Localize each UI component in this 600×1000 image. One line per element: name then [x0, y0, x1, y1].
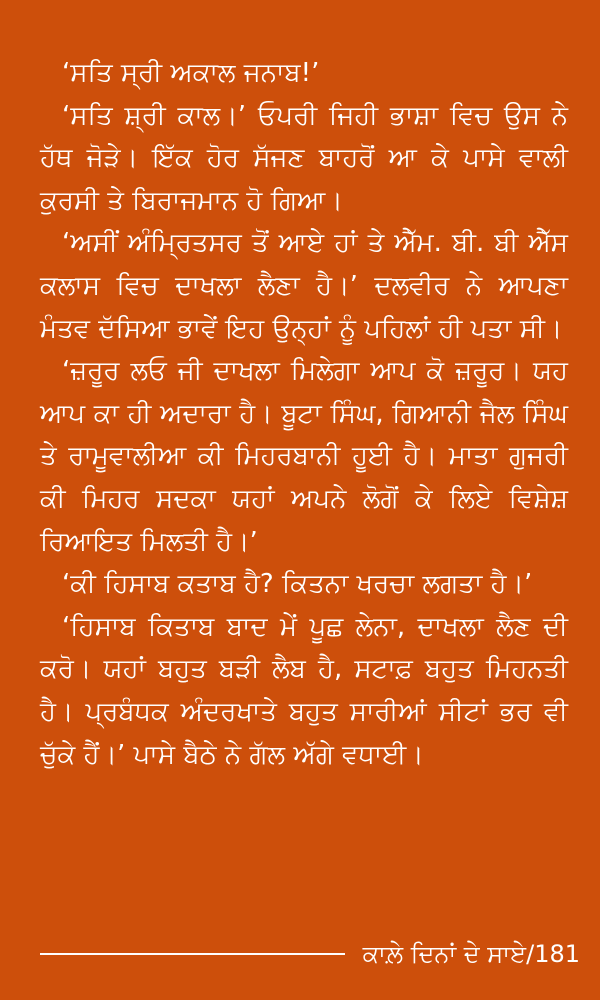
page-footer: [40, 936, 580, 972]
footer-running-title: [363, 940, 580, 968]
footer-rule: [40, 953, 345, 955]
paragraph-reply: ‘ਸਤਿ ਸ਼੍ਰੀ ਕਾਲ।’ ਓਪਰੀ ਜਿਹੀ ਭਾਸ਼ਾ ਵਿਚ ਉਸ ਨੇ ਹੱਥ ਜੋੜੇ। ਇੱਕ ਹੋਰ ਸੱਜਣ ਬਾਹਰੋਂ ਆ ਕੇ ਪਾਸੇ ਵਾਲੀ ਕੁਰਸੀ ਤੇ ਬਿਰਾਜਮਾਨ ਹੋ ਗਿਆ।: [40, 100, 568, 216]
paragraph-fee-question: ‘ਕੀ ਹਿਸਾਬ ਕਤਾਬ ਹੈ? ਕਿਤਨਾ ਖਰਚਾ ਲਗਤਾ ਹੈ।’: [62, 569, 533, 600]
footer-separator: /: [526, 940, 535, 968]
paragraph-assurance: ‘ਜ਼ਰੂਰ ਲਓ ਜੀ ਦਾਖਲਾ ਮਿਲੇਗਾ ਆਪ ਕੋ ਜ਼ਰੂਰ। ਯਹ ਆਪ ਕਾ ਹੀ ਅਦਾਰਾ ਹੈ। ਬੂਟਾ ਸਿੰਘ, ਗਿਆਨੀ ਜੈਲ ਸਿੰਘ ਤੇ ਰਾਮੂਵਾਲੀਆ ਕੀ ਮਿਹਰਬਾਨੀ ਹੂਈ ਹੈ। ਮਾਤਾ ਗੁਜਰੀ ਕੀ ਮਿਹਰ ਸਦਕਾ ਯਹਾਂ ਅਪਨੇ ਲੋਗੋਂ ਕੇ ਲਿਏ ਵਿਸ਼ੇਸ਼ ਰਿਆਇਤ ਮਿਲਤੀ ਹੈ।’: [40, 356, 568, 557]
paragraph-greeting: ‘ਸਤਿ ਸ੍ਰੀ ਅਕਾਲ ਜਨਾਬ!’: [62, 58, 320, 88]
page-number: 181: [534, 940, 580, 968]
paragraph-fee-response: ‘ਹਿਸਾਬ ਕਿਤਾਬ ਬਾਦ ਮੇਂ ਪੂਛ ਲੇਨਾ, ਦਾਖਲਾ ਲੈਣ ਦੀ ਕਰੋ। ਯਹਾਂ ਬਹੁਤ ਬੜੀ ਲੈਬ ਹੈ, ਸਟਾਫ਼ ਬਹੁਤ ਮਿਹਨਤੀ ਹੈ। ਪ੍ਰਬੰਧਕ ਅੰਦਰਖਾਤੇ ਬਹੁਤ ਸਾਰੀਆਂ ਸੀਟਾਂ ਭਰ ਵੀ ਚੁੱਕੇ ਹੈਂ।’ ਪਾਸੇ ਬੈਠੇ ਨੇ ਗੱਲ ਅੱਗੇ ਵਧਾਈ।: [40, 611, 568, 770]
book-title: ਕਾਲ਼ੇ ਦਿਨਾਂ ਦੇ ਸਾਏ: [362, 940, 527, 968]
body-text: [40, 52, 568, 776]
paragraph-admission-request: ‘ਅਸੀਂ ਅੰਮ੍ਰਿਤਸਰ ਤੋਂ ਆਏ ਹਾਂ ਤੇ ਐੱਮ. ਬੀ. ਬੀ ਐੱਸ ਕਲਾਸ ਵਿਚ ਦਾਖਲਾ ਲੈਣਾ ਹੈ।’ ਦਲਵੀਰ ਨੇ ਆਪਣਾ ਮੰਤਵ ਦੱਸਿਆ ਭਾਵੇਂ ਇਹ ਉਨ੍ਹਾਂ ਨੂੰ ਪਹਿਲਾਂ ਹੀ ਪਤਾ ਸੀ।: [40, 228, 568, 344]
